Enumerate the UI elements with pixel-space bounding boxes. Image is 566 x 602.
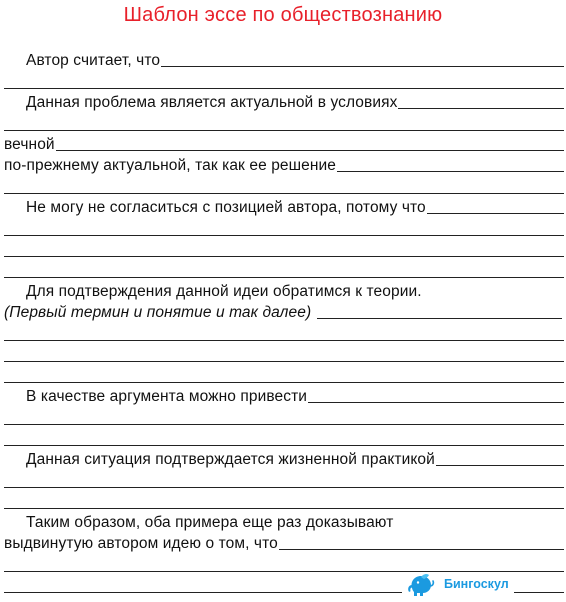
blank-underline: [279, 549, 564, 550]
elephant-logo-icon: [406, 571, 436, 597]
blank-line: [4, 130, 564, 131]
line-text: Не могу не согласиться с позицией автора, потому что: [26, 199, 426, 216]
blank-underline: [427, 213, 564, 214]
essay-line-terms: [4, 302, 562, 322]
blank-underline: [398, 108, 564, 109]
essay-line-practice: [4, 449, 564, 469]
blank-underline: [317, 318, 562, 319]
line-text: по-прежнему актуальной, так как ее решение: [4, 157, 337, 174]
line-text: Таким образом, оба примера еще раз доказывают: [26, 514, 394, 531]
blank-line: [4, 445, 564, 446]
line-text: выдвинутую автором идею о том, что: [4, 535, 278, 552]
line-text: Автор считает, что: [26, 52, 161, 69]
line-text: (Первый термин и понятие и так далее): [4, 304, 312, 321]
page-title: Шаблон эссе по обществознанию: [123, 4, 443, 26]
blank-line: [4, 193, 564, 194]
line-text: Данная ситуация подтверждается жизненной практикой: [26, 451, 435, 468]
blank-line: [4, 88, 564, 89]
essay-line-still-relevant: [4, 155, 564, 175]
blank-line: [4, 424, 564, 425]
blank-line: [4, 382, 564, 383]
line-text: Для подтверждения данной идеи обратимся к теории.: [26, 283, 422, 300]
blank-underline: [436, 465, 564, 466]
essay-line-conclusion: [4, 512, 564, 532]
blank-underline: [337, 171, 564, 172]
essay-line-argument: [4, 386, 564, 406]
blank-line: [4, 235, 564, 236]
essay-line-relevance: [4, 92, 564, 112]
bingoskul-logo: [406, 569, 556, 599]
blank-underline: [308, 402, 564, 403]
blank-line: [4, 340, 564, 341]
essay-line-agree: [4, 197, 564, 217]
blank-underline: [56, 150, 564, 151]
essay-line-eternal: [4, 134, 564, 154]
blank-line: [4, 508, 564, 509]
essay-line-author-opinion: [4, 50, 564, 70]
line-text: Данная проблема является актуальной в условиях: [26, 94, 398, 111]
essay-line-theory: [4, 281, 564, 301]
blank-line: [4, 592, 402, 593]
logo-name: Бингоскул: [444, 577, 509, 591]
line-text: В качестве аргумента можно привести: [26, 388, 308, 405]
blank-line: [4, 277, 564, 278]
line-text: вечной: [4, 136, 55, 153]
blank-underline: [161, 66, 564, 67]
blank-line: [4, 256, 564, 257]
essay-line-author-idea: [4, 533, 564, 553]
blank-line: [4, 361, 564, 362]
blank-line: [4, 487, 564, 488]
